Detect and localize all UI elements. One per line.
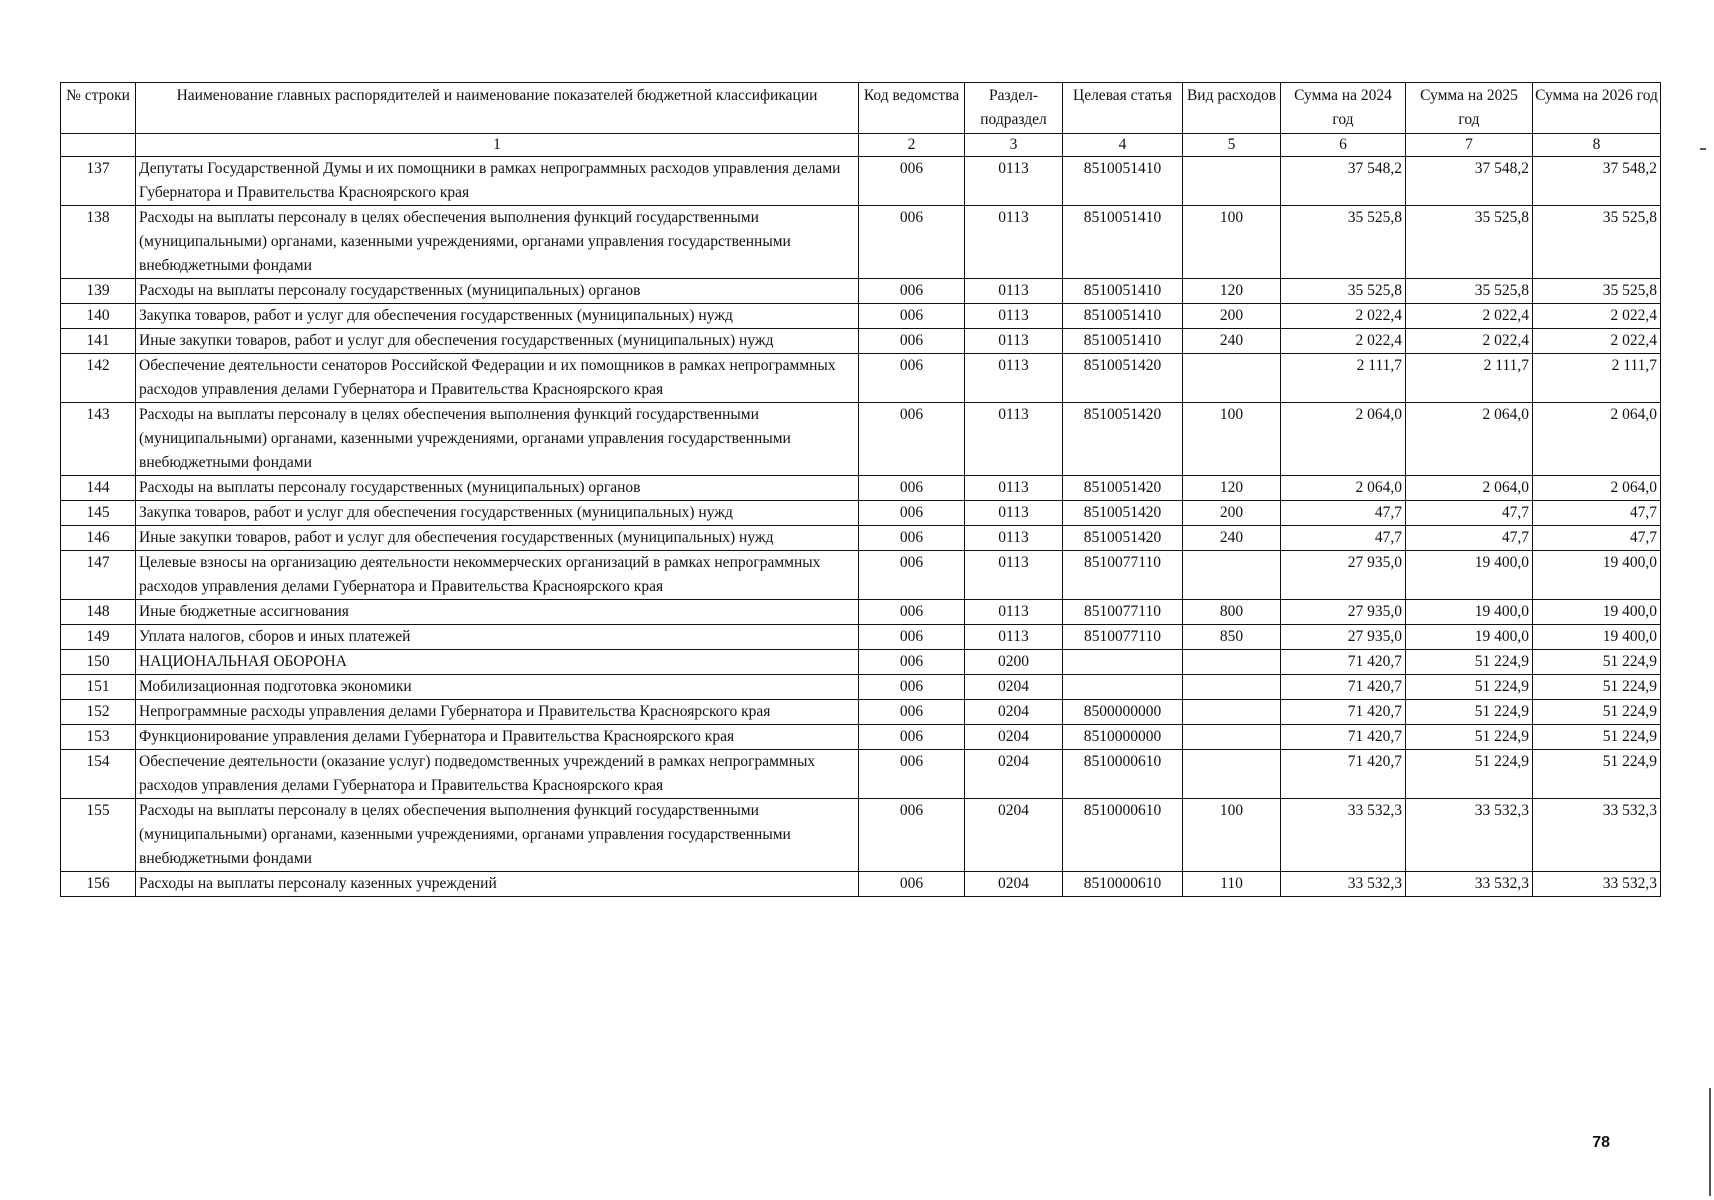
header-row xyxy=(61,83,1661,134)
row-name: Закупка товаров, работ и услуг для обеспечения государственных (муниципальных) нужд xyxy=(136,501,859,526)
sum-2024: 35 525,8 xyxy=(1281,206,1406,279)
sum-2026: 37 548,2 xyxy=(1533,157,1661,206)
expense-type: 800 xyxy=(1183,600,1281,625)
section-code: 0113 xyxy=(965,551,1063,600)
target-article: 8510000610 xyxy=(1063,872,1183,897)
target-article: 8510051410 xyxy=(1063,157,1183,206)
sum-2026: 33 532,3 xyxy=(1533,872,1661,897)
section-code: 0113 xyxy=(965,329,1063,354)
sum-2025: 33 532,3 xyxy=(1406,872,1533,897)
row-name: Функционирование управления делами Губернатора и Правительства Красноярского края xyxy=(136,725,859,750)
table-row xyxy=(61,725,1661,750)
row-name: Иные закупки товаров, работ и услуг для обеспечения государственных (муниципальных) нужд xyxy=(136,329,859,354)
column-number: 1 xyxy=(136,134,859,157)
sum-2025: 47,7 xyxy=(1406,526,1533,551)
sum-2024: 2 022,4 xyxy=(1281,329,1406,354)
sum-2025: 35 525,8 xyxy=(1406,206,1533,279)
row-name: НАЦИОНАЛЬНАЯ ОБОРОНА xyxy=(136,650,859,675)
department-code: 006 xyxy=(859,600,965,625)
department-code: 006 xyxy=(859,157,965,206)
sum-2024: 33 532,3 xyxy=(1281,799,1406,872)
sum-2025: 51 224,9 xyxy=(1406,700,1533,725)
table-row xyxy=(61,551,1661,600)
department-code: 006 xyxy=(859,872,965,897)
table-row xyxy=(61,304,1661,329)
expense-type: 240 xyxy=(1183,329,1281,354)
expense-type xyxy=(1183,354,1281,403)
table-row xyxy=(61,206,1661,279)
row-name: Обеспечение деятельности (оказание услуг) подведомственных учреждений в рамках непрограммных расходов управления делами Губернатора и Правительства Красноярского края xyxy=(136,750,859,799)
row-name: Расходы на выплаты персоналу в целях обеспечения выполнения функций государственными (муниципальными) органами, казенными учреждениями, органами управления государственными внебюджетными фондами xyxy=(136,206,859,279)
sum-2025: 33 532,3 xyxy=(1406,799,1533,872)
expense-type: 120 xyxy=(1183,476,1281,501)
sum-2024: 27 935,0 xyxy=(1281,600,1406,625)
department-code: 006 xyxy=(859,279,965,304)
column-number: 2 xyxy=(859,134,965,157)
row-name: Непрограммные расходы управления делами Губернатора и Правительства Красноярского края xyxy=(136,700,859,725)
sum-2025: 19 400,0 xyxy=(1406,600,1533,625)
department-code: 006 xyxy=(859,403,965,476)
sum-2025: 47,7 xyxy=(1406,501,1533,526)
target-article: 8510051410 xyxy=(1063,279,1183,304)
expense-type xyxy=(1183,675,1281,700)
header-department-code: Код ведомства xyxy=(859,83,965,134)
row-number: 153 xyxy=(61,725,136,750)
row-name: Расходы на выплаты персоналу казенных учреждений xyxy=(136,872,859,897)
header-expense-type: Вид расходов xyxy=(1183,83,1281,134)
expense-type xyxy=(1183,650,1281,675)
sum-2025: 2 111,7 xyxy=(1406,354,1533,403)
sum-2024: 71 420,7 xyxy=(1281,675,1406,700)
column-number xyxy=(61,134,136,157)
column-number: 6 xyxy=(1281,134,1406,157)
row-number: 141 xyxy=(61,329,136,354)
department-code: 006 xyxy=(859,799,965,872)
target-article: 8510051410 xyxy=(1063,206,1183,279)
sum-2024: 2 111,7 xyxy=(1281,354,1406,403)
header-sum-2024: Сумма на 2024 год xyxy=(1281,83,1406,134)
department-code: 006 xyxy=(859,650,965,675)
expense-type: 200 xyxy=(1183,304,1281,329)
sum-2026: 51 224,9 xyxy=(1533,750,1661,799)
table-row xyxy=(61,675,1661,700)
department-code: 006 xyxy=(859,625,965,650)
table-row xyxy=(61,403,1661,476)
sum-2026: 35 525,8 xyxy=(1533,279,1661,304)
row-name: Целевые взносы на организацию деятельности некоммерческих организаций в рамках непрограммных расходов управления делами Губернатора и Правительства Красноярского края xyxy=(136,551,859,600)
sum-2026: 51 224,9 xyxy=(1533,675,1661,700)
header-sum-2025: Сумма на 2025 год xyxy=(1406,83,1533,134)
expense-type xyxy=(1183,725,1281,750)
column-number: 4 xyxy=(1063,134,1183,157)
expense-type: 850 xyxy=(1183,625,1281,650)
row-name: Иные бюджетные ассигнования xyxy=(136,600,859,625)
sum-2026: 2 022,4 xyxy=(1533,304,1661,329)
section-code: 0204 xyxy=(965,799,1063,872)
department-code: 006 xyxy=(859,551,965,600)
expense-type xyxy=(1183,551,1281,600)
department-code: 006 xyxy=(859,675,965,700)
column-number: 8 xyxy=(1533,134,1661,157)
department-code: 006 xyxy=(859,526,965,551)
row-number: 144 xyxy=(61,476,136,501)
section-code: 0204 xyxy=(965,675,1063,700)
target-article: 8510000610 xyxy=(1063,750,1183,799)
page-number: 78 xyxy=(1592,1134,1610,1151)
sum-2026: 47,7 xyxy=(1533,501,1661,526)
sum-2025: 51 224,9 xyxy=(1406,725,1533,750)
expense-type: 110 xyxy=(1183,872,1281,897)
row-number: 139 xyxy=(61,279,136,304)
row-number: 152 xyxy=(61,700,136,725)
sum-2024: 33 532,3 xyxy=(1281,872,1406,897)
table-row xyxy=(61,329,1661,354)
row-number: 138 xyxy=(61,206,136,279)
sum-2026: 2 064,0 xyxy=(1533,403,1661,476)
target-article: 8510051420 xyxy=(1063,476,1183,501)
budget-table xyxy=(60,82,1661,897)
section-code: 0113 xyxy=(965,206,1063,279)
target-article: 8510077110 xyxy=(1063,625,1183,650)
row-number: 146 xyxy=(61,526,136,551)
sum-2025: 2 022,4 xyxy=(1406,329,1533,354)
row-number: 137 xyxy=(61,157,136,206)
column-number-row xyxy=(61,134,1661,157)
expense-type: 240 xyxy=(1183,526,1281,551)
sum-2025: 51 224,9 xyxy=(1406,750,1533,799)
section-code: 0113 xyxy=(965,501,1063,526)
row-number: 142 xyxy=(61,354,136,403)
sum-2024: 71 420,7 xyxy=(1281,750,1406,799)
target-article xyxy=(1063,650,1183,675)
row-number: 154 xyxy=(61,750,136,799)
sum-2025: 19 400,0 xyxy=(1406,551,1533,600)
sum-2026: 35 525,8 xyxy=(1533,206,1661,279)
target-article: 8500000000 xyxy=(1063,700,1183,725)
sum-2026: 47,7 xyxy=(1533,526,1661,551)
section-code: 0113 xyxy=(965,625,1063,650)
section-code: 0113 xyxy=(965,354,1063,403)
target-article: 8510051420 xyxy=(1063,501,1183,526)
table-row xyxy=(61,501,1661,526)
expense-type: 100 xyxy=(1183,206,1281,279)
target-article: 8510000000 xyxy=(1063,725,1183,750)
section-code: 0113 xyxy=(965,304,1063,329)
row-number: 148 xyxy=(61,600,136,625)
sum-2024: 71 420,7 xyxy=(1281,650,1406,675)
sum-2025: 2 064,0 xyxy=(1406,476,1533,501)
sum-2025: 2 022,4 xyxy=(1406,304,1533,329)
row-number: 150 xyxy=(61,650,136,675)
department-code: 006 xyxy=(859,700,965,725)
target-article: 8510051410 xyxy=(1063,304,1183,329)
sum-2024: 37 548,2 xyxy=(1281,157,1406,206)
row-name: Расходы на выплаты персоналу в целях обеспечения выполнения функций государственными (муниципальными) органами, казенными учреждениями, органами управления государственными внебюджетными фондами xyxy=(136,403,859,476)
row-number: 156 xyxy=(61,872,136,897)
sum-2024: 35 525,8 xyxy=(1281,279,1406,304)
row-name: Иные закупки товаров, работ и услуг для обеспечения государственных (муниципальных) нужд xyxy=(136,526,859,551)
section-code: 0113 xyxy=(965,600,1063,625)
sum-2025: 51 224,9 xyxy=(1406,650,1533,675)
sum-2026: 51 224,9 xyxy=(1533,650,1661,675)
expense-type xyxy=(1183,157,1281,206)
row-name: Мобилизационная подготовка экономики xyxy=(136,675,859,700)
column-number: 7 xyxy=(1406,134,1533,157)
target-article: 8510051410 xyxy=(1063,329,1183,354)
sum-2024: 2 022,4 xyxy=(1281,304,1406,329)
target-article: 8510051420 xyxy=(1063,354,1183,403)
table-row xyxy=(61,625,1661,650)
section-code: 0204 xyxy=(965,700,1063,725)
sum-2026: 2 111,7 xyxy=(1533,354,1661,403)
table-row xyxy=(61,476,1661,501)
sum-2026: 33 532,3 xyxy=(1533,799,1661,872)
sum-2026: 2 064,0 xyxy=(1533,476,1661,501)
sum-2026: 2 022,4 xyxy=(1533,329,1661,354)
row-name: Расходы на выплаты персоналу государственных (муниципальных) органов xyxy=(136,476,859,501)
sum-2024: 71 420,7 xyxy=(1281,700,1406,725)
sum-2025: 37 548,2 xyxy=(1406,157,1533,206)
sum-2024: 47,7 xyxy=(1281,526,1406,551)
table-row xyxy=(61,279,1661,304)
sum-2026: 19 400,0 xyxy=(1533,600,1661,625)
department-code: 006 xyxy=(859,304,965,329)
row-name: Расходы на выплаты персоналу государственных (муниципальных) органов xyxy=(136,279,859,304)
sum-2025: 19 400,0 xyxy=(1406,625,1533,650)
expense-type xyxy=(1183,700,1281,725)
sum-2024: 2 064,0 xyxy=(1281,476,1406,501)
table-row xyxy=(61,750,1661,799)
sum-2024: 47,7 xyxy=(1281,501,1406,526)
section-code: 0113 xyxy=(965,157,1063,206)
row-name: Обеспечение деятельности сенаторов Российской Федерации и их помощников в рамках непрограммных расходов управления делами Губернатора и Правительства Красноярского края xyxy=(136,354,859,403)
sum-2025: 51 224,9 xyxy=(1406,675,1533,700)
expense-type xyxy=(1183,750,1281,799)
sum-2026: 19 400,0 xyxy=(1533,625,1661,650)
sum-2026: 51 224,9 xyxy=(1533,700,1661,725)
row-name: Уплата налогов, сборов и иных платежей xyxy=(136,625,859,650)
department-code: 006 xyxy=(859,329,965,354)
sum-2024: 71 420,7 xyxy=(1281,725,1406,750)
section-code: 0113 xyxy=(965,403,1063,476)
section-code: 0113 xyxy=(965,279,1063,304)
department-code: 006 xyxy=(859,206,965,279)
table-row xyxy=(61,600,1661,625)
scan-edge-mark xyxy=(1700,148,1706,150)
department-code: 006 xyxy=(859,354,965,403)
section-code: 0200 xyxy=(965,650,1063,675)
header-name: Наименование главных распорядителей и наименование показателей бюджетной классификации xyxy=(136,83,859,134)
row-number: 149 xyxy=(61,625,136,650)
sum-2024: 2 064,0 xyxy=(1281,403,1406,476)
table-row xyxy=(61,700,1661,725)
sum-2026: 51 224,9 xyxy=(1533,725,1661,750)
row-name: Расходы на выплаты персоналу в целях обеспечения выполнения функций государственными (муниципальными) органами, казенными учреждениями, органами управления государственными внебюджетными фондами xyxy=(136,799,859,872)
row-number: 143 xyxy=(61,403,136,476)
table-row xyxy=(61,650,1661,675)
sum-2025: 35 525,8 xyxy=(1406,279,1533,304)
section-code: 0204 xyxy=(965,725,1063,750)
header-sum-2026: Сумма на 2026 год xyxy=(1533,83,1661,134)
sum-2026: 19 400,0 xyxy=(1533,551,1661,600)
section-code: 0113 xyxy=(965,526,1063,551)
target-article xyxy=(1063,675,1183,700)
column-number: 3 xyxy=(965,134,1063,157)
expense-type: 100 xyxy=(1183,403,1281,476)
expense-type: 100 xyxy=(1183,799,1281,872)
section-code: 0113 xyxy=(965,476,1063,501)
expense-type: 200 xyxy=(1183,501,1281,526)
target-article: 8510051420 xyxy=(1063,403,1183,476)
header-target-article: Целевая статья xyxy=(1063,83,1183,134)
table-row xyxy=(61,354,1661,403)
sum-2024: 27 935,0 xyxy=(1281,625,1406,650)
table-row xyxy=(61,526,1661,551)
table-row xyxy=(61,872,1661,897)
row-name: Депутаты Государственной Думы и их помощники в рамках непрограммных расходов управления делами Губернатора и Правительства Красноярского края xyxy=(136,157,859,206)
sum-2024: 27 935,0 xyxy=(1281,551,1406,600)
header-row-number: № строки xyxy=(61,83,136,134)
department-code: 006 xyxy=(859,476,965,501)
column-number: 5 xyxy=(1183,134,1281,157)
expense-type: 120 xyxy=(1183,279,1281,304)
department-code: 006 xyxy=(859,750,965,799)
table-row xyxy=(61,799,1661,872)
department-code: 006 xyxy=(859,501,965,526)
target-article: 8510077110 xyxy=(1063,551,1183,600)
target-article: 8510077110 xyxy=(1063,600,1183,625)
target-article: 8510051420 xyxy=(1063,526,1183,551)
row-number: 151 xyxy=(61,675,136,700)
target-article: 8510000610 xyxy=(1063,799,1183,872)
row-number: 145 xyxy=(61,501,136,526)
department-code: 006 xyxy=(859,725,965,750)
row-name: Закупка товаров, работ и услуг для обеспечения государственных (муниципальных) нужд xyxy=(136,304,859,329)
sum-2025: 2 064,0 xyxy=(1406,403,1533,476)
row-number: 147 xyxy=(61,551,136,600)
section-code: 0204 xyxy=(965,750,1063,799)
header-section: Раздел-подраздел xyxy=(965,83,1063,134)
scan-edge-mark xyxy=(1709,1088,1711,1196)
table-row xyxy=(61,157,1661,206)
row-number: 140 xyxy=(61,304,136,329)
row-number: 155 xyxy=(61,799,136,872)
section-code: 0204 xyxy=(965,872,1063,897)
